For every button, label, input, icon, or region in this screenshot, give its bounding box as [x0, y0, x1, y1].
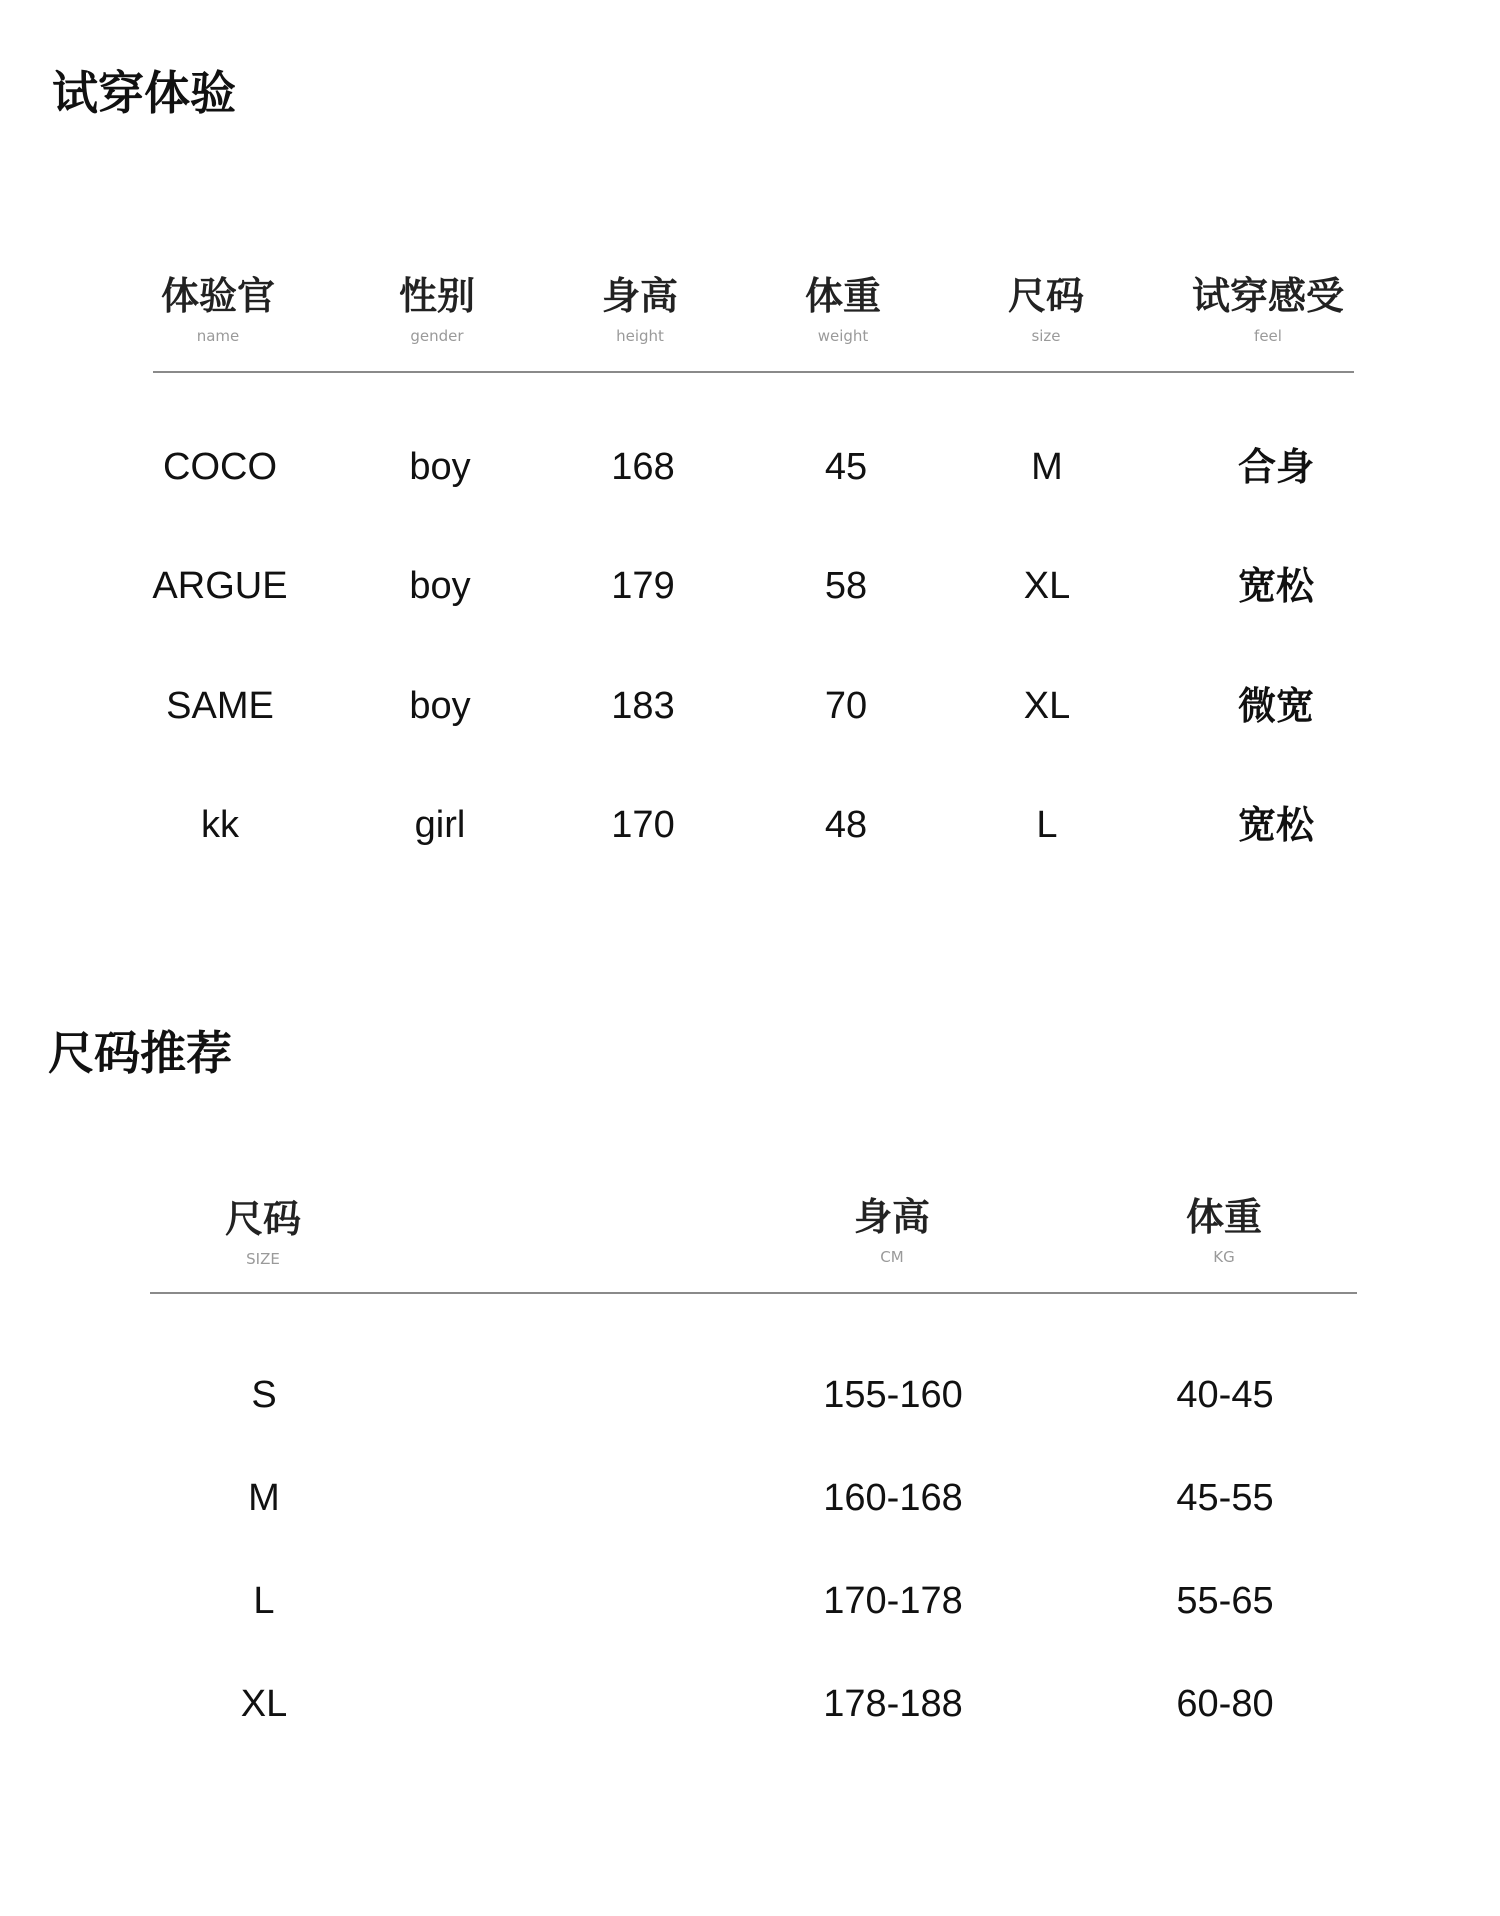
header-label: 体重 — [1185, 1195, 1263, 1239]
header-sublabel: name — [196, 327, 240, 345]
table-cell: 170-178 — [823, 1580, 963, 1622]
table-cell: 160-168 — [823, 1477, 963, 1519]
table-cell: 58 — [824, 565, 868, 607]
table-cell: 168 — [611, 446, 675, 488]
header-divider — [153, 371, 1354, 373]
header-divider — [150, 1292, 1357, 1294]
header-label: 尺码 — [1007, 274, 1085, 318]
header-name — [160, 274, 276, 345]
table-cell: COCO — [163, 446, 277, 488]
table-cell: boy — [409, 446, 471, 488]
header-sublabel: KG — [1213, 1248, 1235, 1266]
table-cell: boy — [409, 565, 471, 607]
trial-section-title: 试穿体验 — [52, 66, 236, 120]
header-feel — [1191, 274, 1345, 345]
table-cell: 40-45 — [1176, 1374, 1274, 1416]
header-size — [224, 1197, 302, 1268]
header-label: 体重 — [804, 274, 882, 318]
table-cell: M — [1031, 446, 1063, 488]
table-cell: 宽松 — [1237, 803, 1315, 847]
table-cell: XL — [1023, 565, 1071, 607]
table-cell: SAME — [166, 685, 274, 727]
table-cell: ARGUE — [152, 565, 288, 607]
table-cell: 183 — [611, 685, 675, 727]
header-sublabel: feel — [1254, 327, 1282, 345]
header-sublabel: SIZE — [246, 1250, 280, 1268]
table-cell: girl — [414, 804, 466, 846]
header-weight — [804, 274, 882, 345]
table-cell: 宽松 — [1237, 564, 1315, 608]
table-cell: 微宽 — [1237, 684, 1315, 728]
recommend-section-title: 尺码推荐 — [48, 1026, 232, 1080]
table-cell: 48 — [824, 804, 868, 846]
table-cell: 70 — [824, 685, 868, 727]
header-weight — [1185, 1195, 1263, 1266]
table-cell: 合身 — [1237, 445, 1315, 489]
table-cell: 155-160 — [823, 1374, 963, 1416]
header-sublabel: CM — [880, 1248, 904, 1266]
header-label: 试穿感受 — [1191, 274, 1345, 318]
table-cell: S — [251, 1374, 277, 1416]
header-gender — [398, 274, 476, 345]
header-sublabel: weight — [817, 327, 869, 345]
header-label: 身高 — [601, 274, 679, 318]
header-height — [601, 274, 679, 345]
table-cell: 178-188 — [823, 1683, 963, 1725]
table-cell: XL — [240, 1683, 288, 1725]
header-label: 性别 — [398, 274, 476, 318]
table-cell: 170 — [611, 804, 675, 846]
header-sublabel: size — [1031, 327, 1061, 345]
table-cell: 55-65 — [1176, 1580, 1274, 1622]
table-cell: 45 — [824, 446, 868, 488]
table-cell: 45-55 — [1176, 1477, 1274, 1519]
header-label: 体验官 — [160, 274, 276, 318]
header-label: 尺码 — [224, 1197, 302, 1241]
table-cell: boy — [409, 685, 471, 727]
header-label: 身高 — [853, 1195, 931, 1239]
header-height — [853, 1195, 931, 1266]
table-cell: 60-80 — [1176, 1683, 1274, 1725]
header-sublabel: gender — [410, 327, 464, 345]
table-cell: M — [248, 1477, 280, 1519]
header-sublabel: height — [616, 327, 664, 345]
table-cell: L — [1036, 804, 1058, 846]
header-size — [1007, 274, 1085, 345]
table-cell: 179 — [611, 565, 675, 607]
table-cell: L — [253, 1580, 275, 1622]
table-cell: XL — [1023, 685, 1071, 727]
table-cell: kk — [201, 804, 239, 846]
